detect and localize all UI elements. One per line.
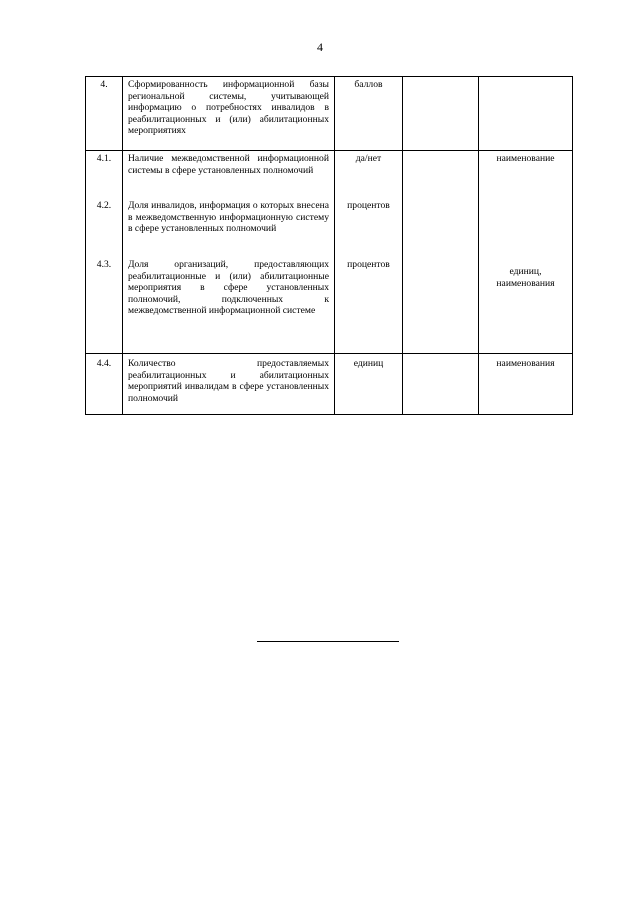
row-unit: процентов (335, 199, 403, 258)
row-description: Доля организаций, предоставляющих реабилитационные и (или) абилитационные мероприятия в сфере установленных полномочий, подключенных к межведомственной информационной системе (123, 258, 335, 354)
page-number: 4 (317, 40, 323, 54)
table-row (86, 354, 573, 415)
row-value (403, 151, 479, 200)
table-row (86, 258, 573, 354)
row-note: наименование (479, 151, 573, 200)
separator-line (257, 641, 399, 642)
row-value (403, 199, 479, 258)
row-description: Доля инвалидов, информация о которых внесена в межведомственную информационную систему в сфере установленных полномочий (123, 199, 335, 258)
row-unit: да/нет (335, 151, 403, 200)
row-number: 4.1. (86, 151, 123, 200)
row-description: Сформированность информационной базы региональной системы, учитывающей информацию о потребностях инвалидов в реабилитационных и (или) абилитационных мероприятиях (123, 77, 335, 151)
row-value (403, 258, 479, 354)
row-number: 4.4. (86, 354, 123, 415)
table-row (86, 199, 573, 258)
row-note: наименования (479, 354, 573, 415)
row-unit: баллов (335, 77, 403, 151)
row-description: Наличие межведомственной информационной системы в сфере установленных полномочий (123, 151, 335, 200)
row-number: 4. (86, 77, 123, 151)
row-description: Количество предоставляемых реабилитационных и абилитационных мероприятий инвалидам в сфере установленных полномочий (123, 354, 335, 415)
row-unit: единиц (335, 354, 403, 415)
table-row (86, 77, 573, 151)
row-note (479, 77, 573, 151)
indicator-table (85, 76, 573, 415)
row-value (403, 354, 479, 415)
row-note: единиц, наименования (479, 258, 573, 354)
row-unit: процентов (335, 258, 403, 354)
row-note (479, 199, 573, 258)
row-value (403, 77, 479, 151)
table-row (86, 151, 573, 200)
row-number: 4.2. (86, 199, 123, 258)
row-number: 4.3. (86, 258, 123, 354)
